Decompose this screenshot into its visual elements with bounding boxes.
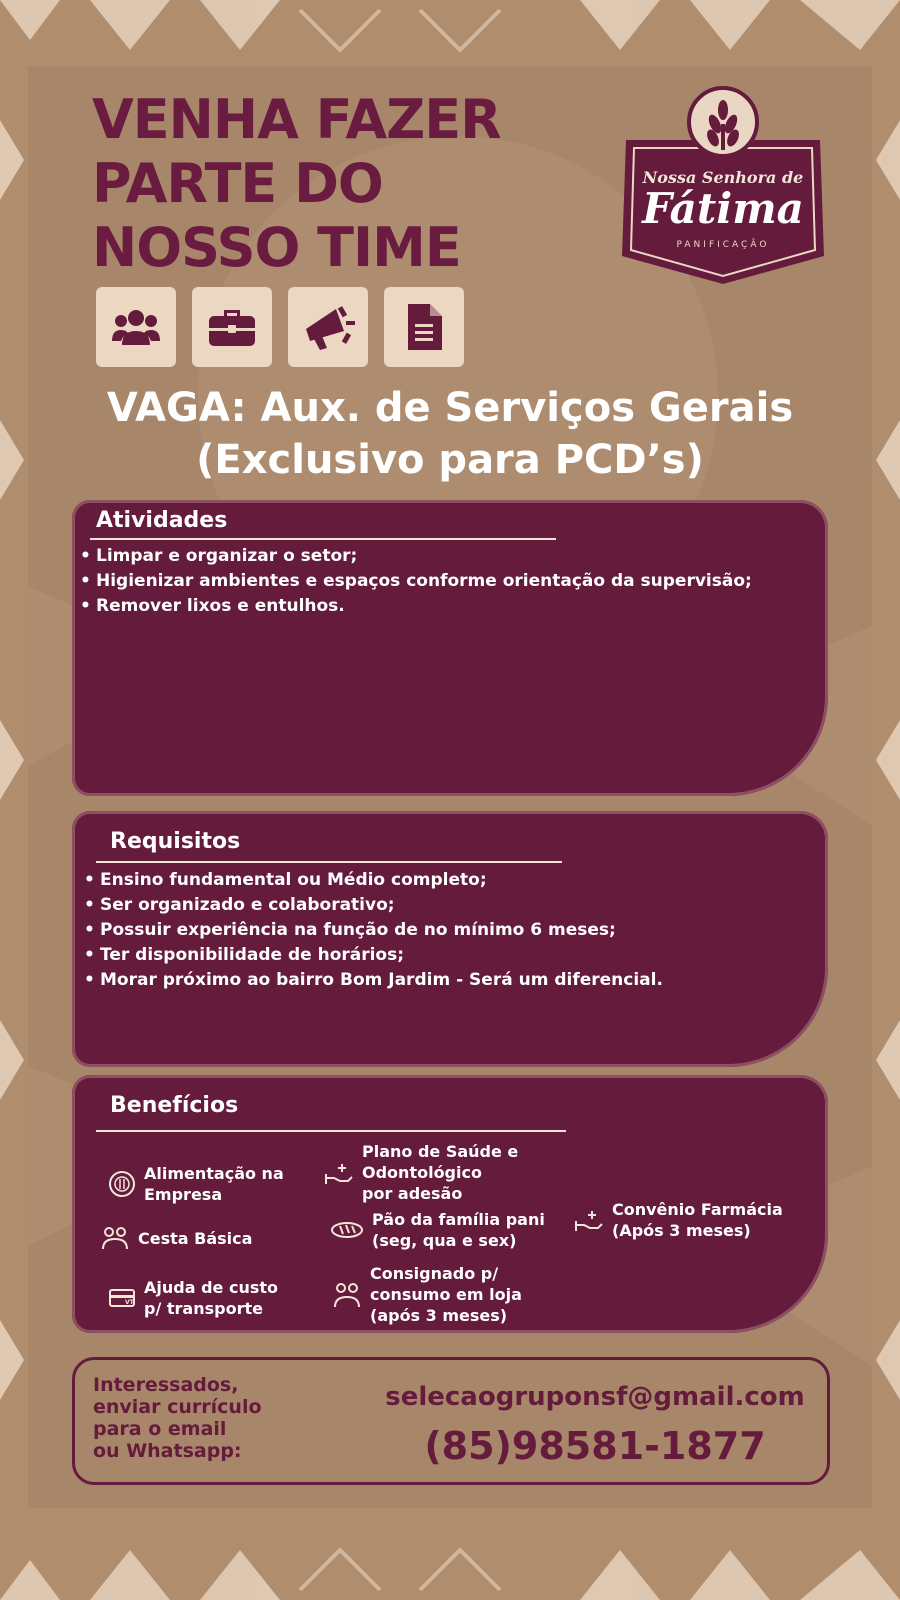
users-icon xyxy=(96,287,176,367)
list-item: • Remover lixos e entulhos. xyxy=(78,594,752,619)
vacancy-title-line-2: (Exclusivo para PCD’s) xyxy=(196,437,704,483)
contact-label-line-2: enviar currículo xyxy=(93,1396,262,1418)
megaphone-icon xyxy=(288,287,368,367)
benefit-transport-line-2: p/ transporte xyxy=(144,1299,263,1318)
benefit-bread-line-1: Pão da família pani xyxy=(372,1210,545,1229)
list-item: • Ter disponibilidade de horários; xyxy=(82,943,663,968)
icon-row xyxy=(96,287,464,367)
briefcase-icon xyxy=(192,287,272,367)
headline-line-3: NOSSO TIME xyxy=(92,216,461,279)
activities-card xyxy=(72,500,828,796)
benefit-bread xyxy=(330,1209,545,1251)
benefit-pharmacy xyxy=(574,1199,783,1241)
benefits-title: Benefícios xyxy=(110,1093,239,1118)
contact-label-line-4: ou Whatsapp: xyxy=(93,1440,242,1462)
list-item: • Morar próximo ao bairro Bom Jardim - Será um diferencial. xyxy=(82,968,663,993)
pharmacy-hand-icon xyxy=(574,1207,604,1233)
benefit-pharmacy-line-2: (Após 3 meses) xyxy=(612,1221,751,1240)
contact-phone[interactable]: (85)98581-1877 xyxy=(424,1424,766,1468)
brand-logo xyxy=(612,78,834,288)
contact-label-line-3: para o email xyxy=(93,1418,227,1440)
requirements-divider xyxy=(96,861,562,863)
benefit-pharmacy-line-1: Convênio Farmácia xyxy=(612,1200,783,1219)
benefit-food-line-2: Empresa xyxy=(144,1185,223,1204)
benefit-food-line-1: Alimentação na xyxy=(144,1164,284,1183)
list-item: • Possuir experiência na função de no mínimo 6 meses; xyxy=(82,918,663,943)
benefit-bread-line-2: (seg, qua e sex) xyxy=(372,1231,517,1250)
benefit-basket xyxy=(100,1225,252,1251)
requirements-title: Requisitos xyxy=(110,829,241,854)
plate-icon xyxy=(108,1170,136,1198)
headline-line-1: VENHA FAZER xyxy=(92,88,501,151)
logo-top-text: Nossa Senhora de xyxy=(642,168,804,187)
requirements-list xyxy=(82,868,663,993)
bread-icon xyxy=(330,1219,364,1241)
list-item: • Higienizar ambientes e espaços conforme orientação da supervisão; xyxy=(78,569,752,594)
contact-label xyxy=(93,1374,303,1462)
list-item: • Ser organizado e colaborativo; xyxy=(82,893,663,918)
activities-list xyxy=(78,544,752,619)
document-icon xyxy=(384,287,464,367)
headline-line-2: PARTE DO xyxy=(92,152,383,215)
contact-email[interactable]: selecaogruponsf@gmail.com xyxy=(385,1382,805,1412)
contact-box xyxy=(72,1357,830,1485)
activities-divider xyxy=(90,538,556,540)
benefit-transport xyxy=(108,1277,278,1319)
benefit-consigned-line-3: (após 3 meses) xyxy=(370,1306,508,1325)
consigned-icon xyxy=(332,1281,362,1309)
benefit-health-line-1: Plano de Saúde e xyxy=(362,1142,519,1161)
benefit-consigned xyxy=(332,1263,522,1326)
logo-main-text: Fátima xyxy=(642,184,804,233)
benefits-card xyxy=(72,1075,828,1333)
contact-label-line-1: Interessados, xyxy=(93,1374,239,1396)
benefits-divider xyxy=(96,1130,566,1132)
benefit-health-line-3: por adesão xyxy=(362,1184,463,1203)
list-item: • Limpar e organizar o setor; xyxy=(78,544,752,569)
benefit-food xyxy=(108,1163,284,1205)
benefit-consigned-line-2: consumo em loja xyxy=(370,1285,522,1304)
benefit-basket-label: Cesta Básica xyxy=(138,1228,253,1248)
benefit-health xyxy=(324,1141,518,1204)
requirements-card xyxy=(72,811,828,1067)
benefit-health-line-2: Odontológico xyxy=(362,1163,482,1182)
health-hand-icon xyxy=(324,1160,354,1186)
benefit-transport-line-1: Ajuda de custo xyxy=(144,1278,278,1297)
svg-text:VT: VT xyxy=(125,1299,134,1306)
benefit-consigned-line-1: Consignado p/ xyxy=(370,1264,499,1283)
list-item: • Ensino fundamental ou Médio completo; xyxy=(82,868,663,893)
headline xyxy=(92,88,552,280)
vacancy-title-line-1: VAGA: Aux. de Serviços Gerais xyxy=(106,385,794,431)
basket-icon xyxy=(100,1225,130,1251)
logo-sub-text: PANIFICAÇÃO xyxy=(676,240,770,250)
activities-title: Atividades xyxy=(96,508,228,533)
transport-card-icon xyxy=(108,1287,136,1309)
vacancy-title xyxy=(40,382,860,486)
